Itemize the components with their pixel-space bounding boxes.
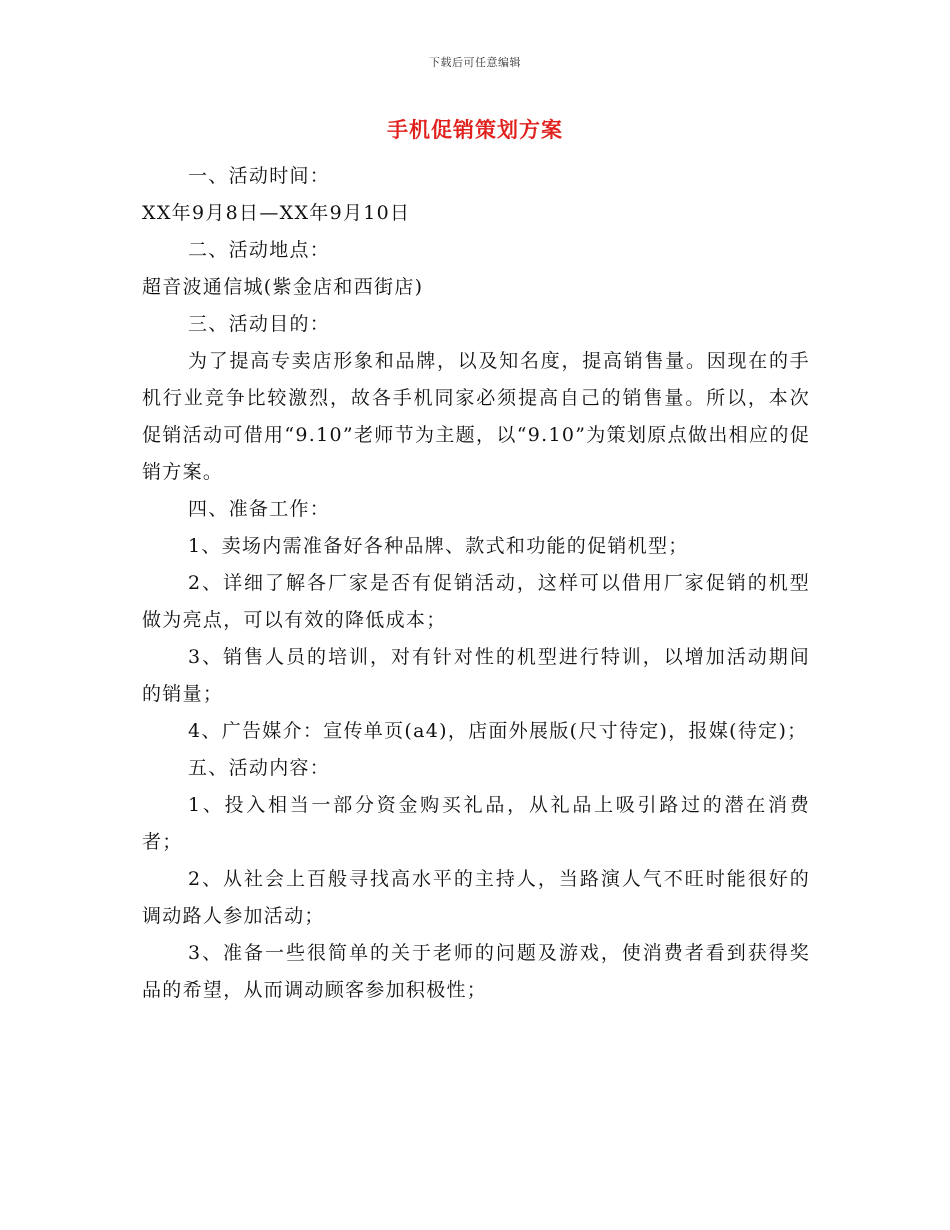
section-heading-content: 五、活动内容： bbox=[188, 757, 331, 779]
paragraph-purpose: 为了提高专卖店形象和品牌，以及知名度，提高销售量。因现在的手机行业竞争比较激烈，故各手机同家必须提高自己的销售量。所以，本次促销活动可借用“9.10”老师节为主题，以“9.10”为策划原点做出相应的促销方案。 bbox=[142, 350, 810, 483]
section-heading-preparation: 四、准备工作： bbox=[188, 498, 331, 520]
list-item: 2、详细了解各厂家是否有促销活动，这样可以借用厂家促销的机型做为亮点，可以有效的降低成本； bbox=[142, 572, 810, 631]
section-heading-location: 二、活动地点： bbox=[188, 239, 331, 261]
paragraph-location: 超音波通信城(紫金店和西街店) bbox=[142, 276, 424, 298]
paragraph-time: XX年9月8日—XX年9月10日 bbox=[142, 202, 411, 224]
list-item: 1、卖场内需准备好各种品牌、款式和功能的促销机型； bbox=[188, 535, 689, 557]
list-item: 1、投入相当一部分资金购买礼品，从礼品上吸引路过的潜在消费者； bbox=[142, 794, 810, 853]
list-item: 3、销售人员的培训，对有针对性的机型进行特训，以增加活动期间的销量； bbox=[142, 646, 810, 705]
list-item: 2、从社会上百般寻找高水平的主持人，当路演人气不旺时能很好的调动路人参加活动； bbox=[142, 868, 810, 927]
section-heading-purpose: 三、活动目的： bbox=[188, 313, 331, 335]
list-item: 3、准备一些很简单的关于老师的问题及游戏，使消费者看到获得奖品的希望，从而调动顾客参加积极性； bbox=[142, 942, 810, 1001]
document-body bbox=[142, 158, 810, 1009]
section-heading-time: 一、活动时间： bbox=[188, 165, 331, 187]
document-title: 手机促销策划方案 bbox=[387, 117, 563, 142]
list-item: 4、广告媒介：宣传单页(a4)，店面外展版(尺寸待定)，报媒(待定)； bbox=[188, 720, 808, 742]
header-note: 下载后可任意编辑 bbox=[429, 56, 521, 69]
